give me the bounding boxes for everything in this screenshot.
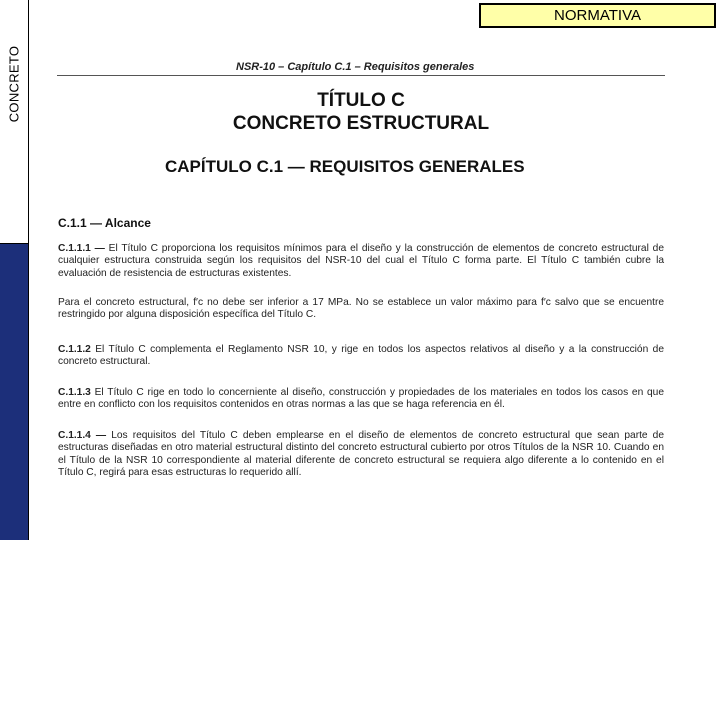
paragraph (58, 387, 664, 412)
paragraph-number: C.1.1.1 — (58, 243, 105, 254)
paragraph (58, 430, 664, 480)
running-head: NSR-10 – Capítulo C.1 – Requisitos generales (236, 61, 475, 73)
paragraph-text: Los requisitos del Título C deben emplearse en el diseño de elementos de concreto estructural que sean parte de estructuras diseñadas en otro material estructural distinto del concreto estructural cubierto por otros Títulos de la NSR 10. Cuando en el Título de la NSR 10 correspondiente al material diferente de concreto estructural se requiera algo diferente a lo contenido en el Título C, regirá para esas estructuras lo requerido allí. (58, 430, 664, 479)
paragraph-number: C.1.1.4 — (58, 430, 107, 441)
normativa-label: NORMATIVA (554, 7, 641, 24)
sidebar (0, 0, 29, 716)
section-heading: C.1.1 — Alcance (58, 216, 151, 230)
chapter-title: CAPÍTULO C.1 — REQUISITOS GENERALES (165, 157, 525, 176)
normativa-badge (479, 3, 716, 28)
paragraph-text: Para el concreto estructural, f′c no debe ser inferior a 17 MPa. No se establece un valor máximo para f′c salvo que se encuentre restringido por alguna disposición específica del Título C. (58, 297, 664, 321)
sidebar-top-panel (0, 0, 28, 244)
sidebar-bottom-label: ESPACIO Y MATERIALIDAD (6, 542, 22, 716)
paragraph-text: El Título C proporciona los requisitos mínimos para el diseño y la construcción de elementos de concreto estructural de cualquier estructura construida según los requisitos del NSR-10 del cual el Título C forma parte. El Título C también cubre la evaluación de resistencia de estructuras existentes. (58, 243, 664, 279)
sidebar-top-label: CONCRETO (6, 45, 22, 123)
sidebar-bottom-panel (0, 244, 28, 716)
paragraph-text: El Título C complementa el Reglamento NSR 10, y rige en todos los aspectos relativos al diseño y a la construcción de concreto estructural. (58, 344, 664, 368)
paragraph (58, 344, 664, 369)
header-rule (57, 75, 665, 76)
title-line-2: CONCRETO ESTRUCTURAL (232, 113, 490, 134)
title-line-1: TÍTULO C (317, 90, 405, 111)
paragraph-number: C.1.1.2 (58, 344, 91, 355)
paragraph (58, 297, 664, 322)
paragraph-number: C.1.1.3 (58, 387, 91, 398)
paragraph-text: El Título C rige en todo lo concerniente al diseño, construcción y propiedades de los materiales en todos los casos en que entre en conflicto con los requisitos contenidos en otras normas a las que se haga referencia en él. (58, 387, 664, 411)
paragraph (58, 243, 664, 280)
